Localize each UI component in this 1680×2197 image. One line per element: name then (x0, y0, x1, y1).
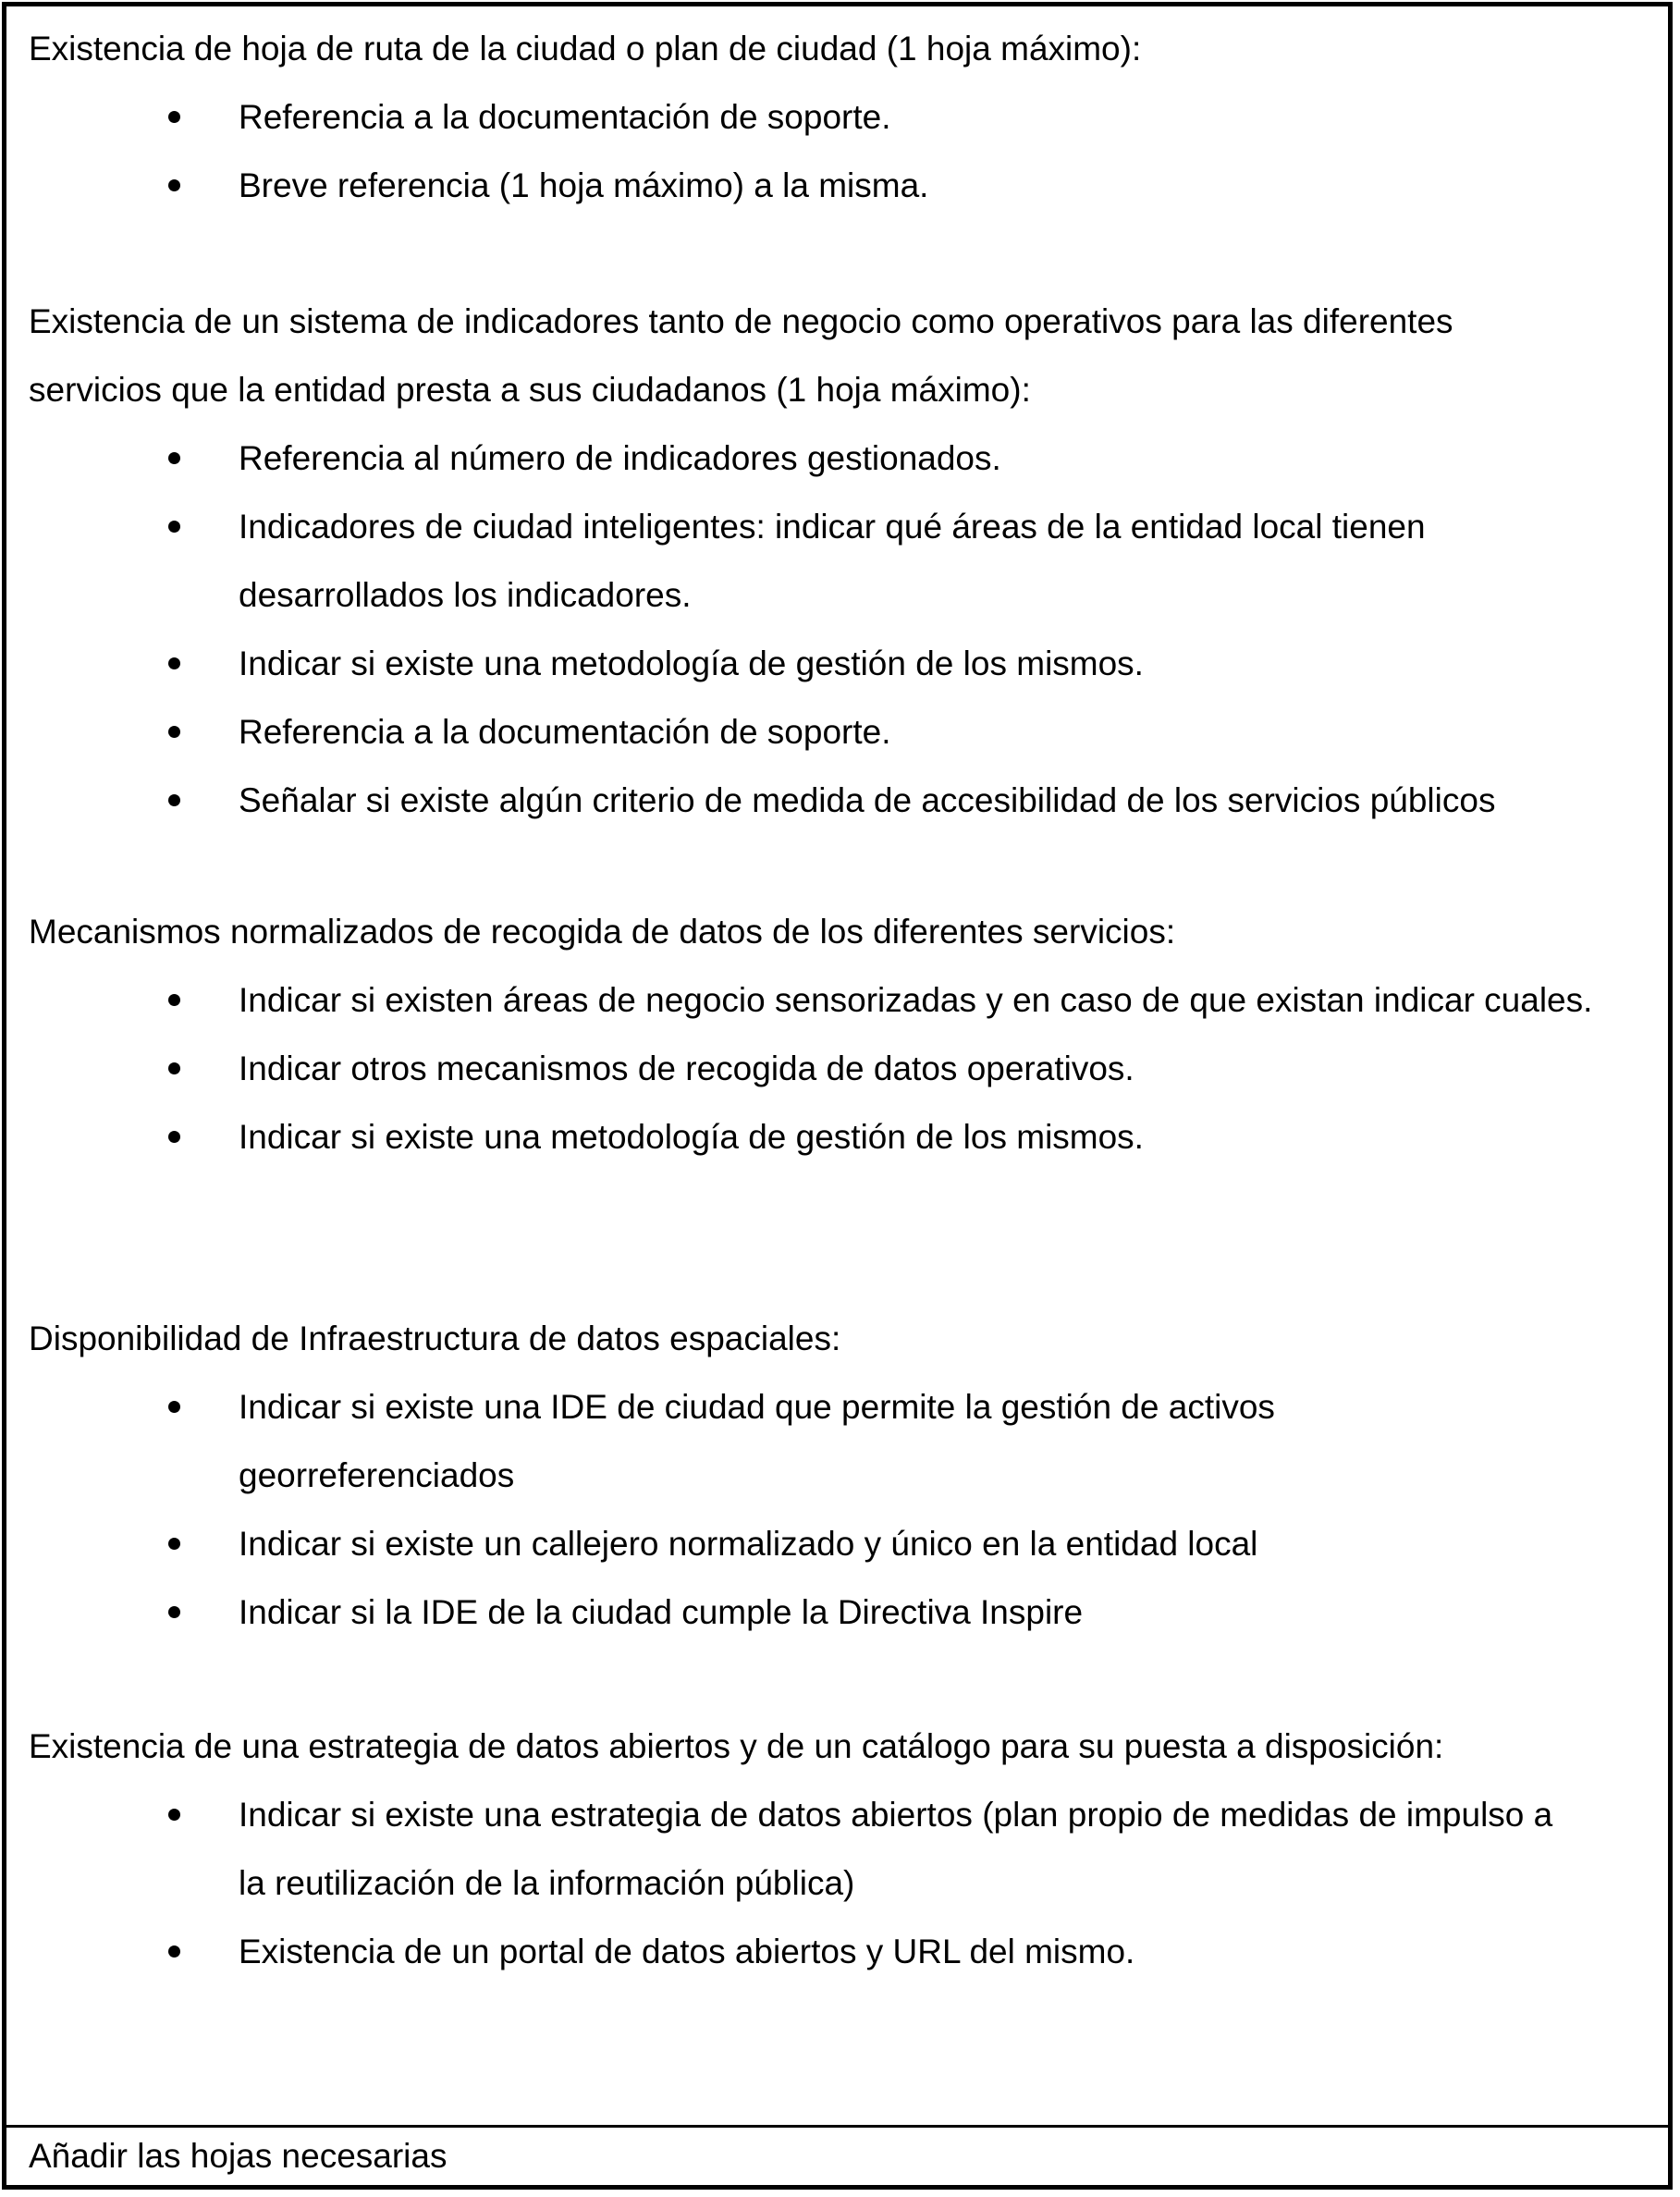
section-indicators (29, 288, 1657, 835)
bullet-list (29, 424, 1657, 835)
bullet-icon (168, 1945, 180, 1958)
bullet-icon (168, 179, 180, 191)
list-item: Señalar si existe algún criterio de medida de accesibilidad de los servicios públicos (29, 767, 1657, 835)
bullet-icon (168, 794, 180, 806)
bullet-list (29, 1781, 1657, 1986)
section-heading: Disponibilidad de Infraestructura de datos espaciales: (29, 1319, 841, 1357)
bullet-icon (168, 1131, 180, 1143)
list-item: Indicar otros mecanismos de recogida de datos operativos. (29, 1035, 1657, 1103)
list-item: Indicar si existe una metodología de gestión de los mismos. (29, 630, 1657, 698)
bullet-list (29, 1373, 1657, 1647)
list-item: Referencia a la documentación de soporte. (29, 698, 1657, 767)
list-item: Indicar si existe una IDE de ciudad que permite la gestión de activos georreferenciados (29, 1373, 1657, 1510)
section-heading: Existencia de una estrategia de datos abiertos y de un catálogo para su puesta a disposición: (29, 1727, 1444, 1765)
list-item: Indicar si existe una metodología de gestión de los mismos. (29, 1103, 1657, 1172)
list-item: Indicadores de ciudad inteligentes: indicar qué áreas de la entidad local tienen desarrollados los indicadores. (29, 493, 1657, 630)
bullet-icon (168, 521, 180, 533)
list-item: Indicar si la IDE de la ciudad cumple la Directiva Inspire (29, 1578, 1657, 1647)
section-open-data (29, 1712, 1657, 1986)
content-cell (6, 6, 1668, 2128)
bullet-list (29, 83, 1657, 220)
bullet-icon (168, 1062, 180, 1074)
bullet-icon (168, 726, 180, 738)
form-table (2, 2, 1673, 2190)
list-item: Referencia a la documentación de soporte. (29, 83, 1657, 152)
section-spatial-data (29, 1305, 1657, 1647)
bullet-icon (168, 1538, 180, 1550)
list-item: Indicar si existen áreas de negocio sensorizadas y en caso de que existan indicar cuales. (29, 966, 1657, 1035)
section-heading-line-2: servicios que la entidad presta a sus ciudadanos (1 hoja máximo): (29, 371, 1031, 409)
bullet-icon (168, 452, 180, 464)
bullet-list (29, 966, 1657, 1172)
list-item: Indicar si existe un callejero normalizado y único en la entidad local (29, 1510, 1657, 1578)
bullet-icon (168, 1809, 180, 1821)
section-data-collection (29, 898, 1657, 1172)
bullet-icon (168, 994, 180, 1006)
list-item: Indicar si existe una estrategia de datos abiertos (plan propio de medidas de impulso a la reutilización de la información pública) (29, 1781, 1657, 1918)
bullet-icon (168, 657, 180, 669)
footer-note: Añadir las hojas necesarias (29, 2137, 448, 2175)
list-item: Referencia al número de indicadores gestionados. (29, 424, 1657, 493)
bullet-icon (168, 111, 180, 123)
section-city-roadmap (29, 15, 1657, 220)
section-heading: Existencia de hoja de ruta de la ciudad o plan de ciudad (1 hoja máximo): (29, 30, 1142, 68)
section-heading-line-1: Existencia de un sistema de indicadores tanto de negocio como operativos para las diferentes (29, 302, 1453, 340)
bullet-icon (168, 1606, 180, 1618)
list-item: Existencia de un portal de datos abiertos y URL del mismo. (29, 1918, 1657, 1986)
footer-cell (6, 2128, 1668, 2185)
bullet-icon (168, 1401, 180, 1413)
list-item: Breve referencia (1 hoja máximo) a la misma. (29, 152, 1657, 220)
section-heading: Mecanismos normalizados de recogida de datos de los diferentes servicios: (29, 913, 1176, 951)
